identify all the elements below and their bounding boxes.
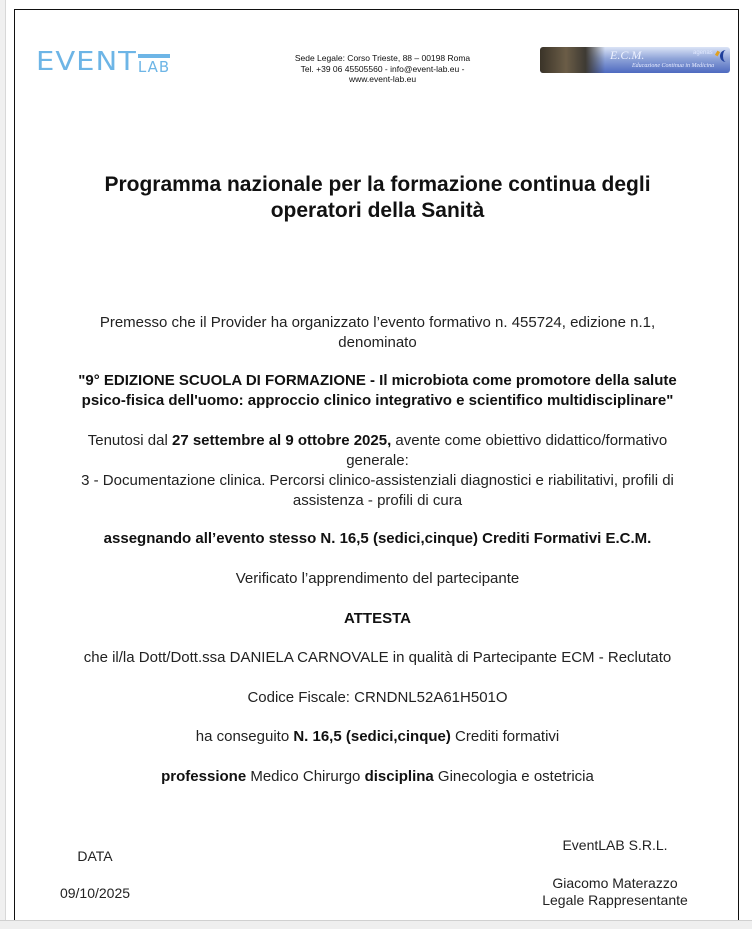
ecm-banner-subtitle: Educazione Continua in Medicina [632,63,715,69]
signer-role: Legale Rappresentante [542,892,688,908]
painting-people-image [540,47,605,73]
dates-period: 27 settembre al 9 ottobre 2025, [171,432,392,449]
discipline-label: disciplina [364,768,434,785]
event-name-line-1: "9° EDIZIONE SCUOLA DI FORMAZIONE - Il microbiota come promotore della salute [78,372,677,389]
profession-discipline [35,767,720,787]
event-dates-objective [35,431,720,511]
ecm-banner-title: E.C.M. [610,48,645,62]
logo-lab-bar [138,54,170,58]
logo-lab-text: LAB [137,58,171,76]
premessa-line-2: denominato [338,334,417,351]
ecm-banner-image [540,47,730,73]
date-label: DATA [77,848,113,864]
verification-text: Verificato l’apprendimento del partecipante [235,570,520,587]
discipline-value: Ginecologia e ostetricia [433,768,594,785]
agenas-logo-icon [720,50,727,62]
address-line-1: Sede Legale: Corso Trieste, 88 – 00198 Roma [294,53,471,63]
event-name-line-2: psico-fisica dell'uomo: approccio clinico integrativo e scientifico multidisciplinare" [81,392,674,409]
title-line-2: operatori della Sanità [270,199,485,222]
credits-earned [35,727,720,747]
logo-event-text: EVENT [36,45,137,77]
signer-name: Giacomo Materazzo [552,875,678,891]
event-name [35,371,720,411]
signer-block [525,875,705,909]
certificate-page [14,9,739,920]
company-name: EventLAB S.R.L. [562,837,668,853]
fiscal-code: Codice Fiscale: CRNDNL52A61H501O [247,689,508,706]
certificate-title [55,172,700,224]
eventlab-logo [36,45,171,77]
title-line-1: Programma nazionale per la formazione continua degli [104,173,651,196]
credits-earned-prefix: ha conseguito [195,728,294,745]
participant-text: che il/la Dott/Dott.ssa DANIELA CARNOVALE in qualità di Partecipante ECM - Reclutato [83,649,672,666]
profession-value: Medico Chirurgo [246,768,365,785]
agenas-label: agenas [693,50,713,56]
objective-line-2: assistenza - profili di cura [292,492,463,509]
premessa-line-1: Premesso che il Provider ha organizzato l’evento formativo n. 455724, edizione n.1, [99,314,656,331]
address-line-2: Tel. +39 06 45505560 - info@event-lab.eu - [300,63,465,74]
address-line-3: www.event-lab.eu [348,74,417,84]
logo-lab-block [138,54,170,74]
dates-prefix: Tenutosi dal [87,432,172,449]
credits-assigned: assegnando all’evento stesso N. 16,5 (sedici,cinque) Crediti Formativi E.C.M. [103,530,652,547]
credits-earned-value: N. 16,5 (sedici,cinque) [293,728,451,745]
attesta-heading: ATTESTA [344,610,411,627]
profession-label: professione [161,768,247,785]
registered-office-address [275,53,490,85]
objective-line-1: 3 - Documentazione clinica. Percorsi clinico-assistenziali diagnostici e riabilitativi, profili di [81,472,674,489]
dates-line [35,431,720,451]
dates-line-2: generale: [346,452,409,469]
viewer-left-edge [0,0,6,928]
credits-earned-suffix: Crediti formativi [450,728,560,745]
premessa-paragraph [35,313,720,353]
dates-suffix: avente come obiettivo didattico/formativo [391,432,668,449]
date-value: 09/10/2025 [59,885,131,901]
